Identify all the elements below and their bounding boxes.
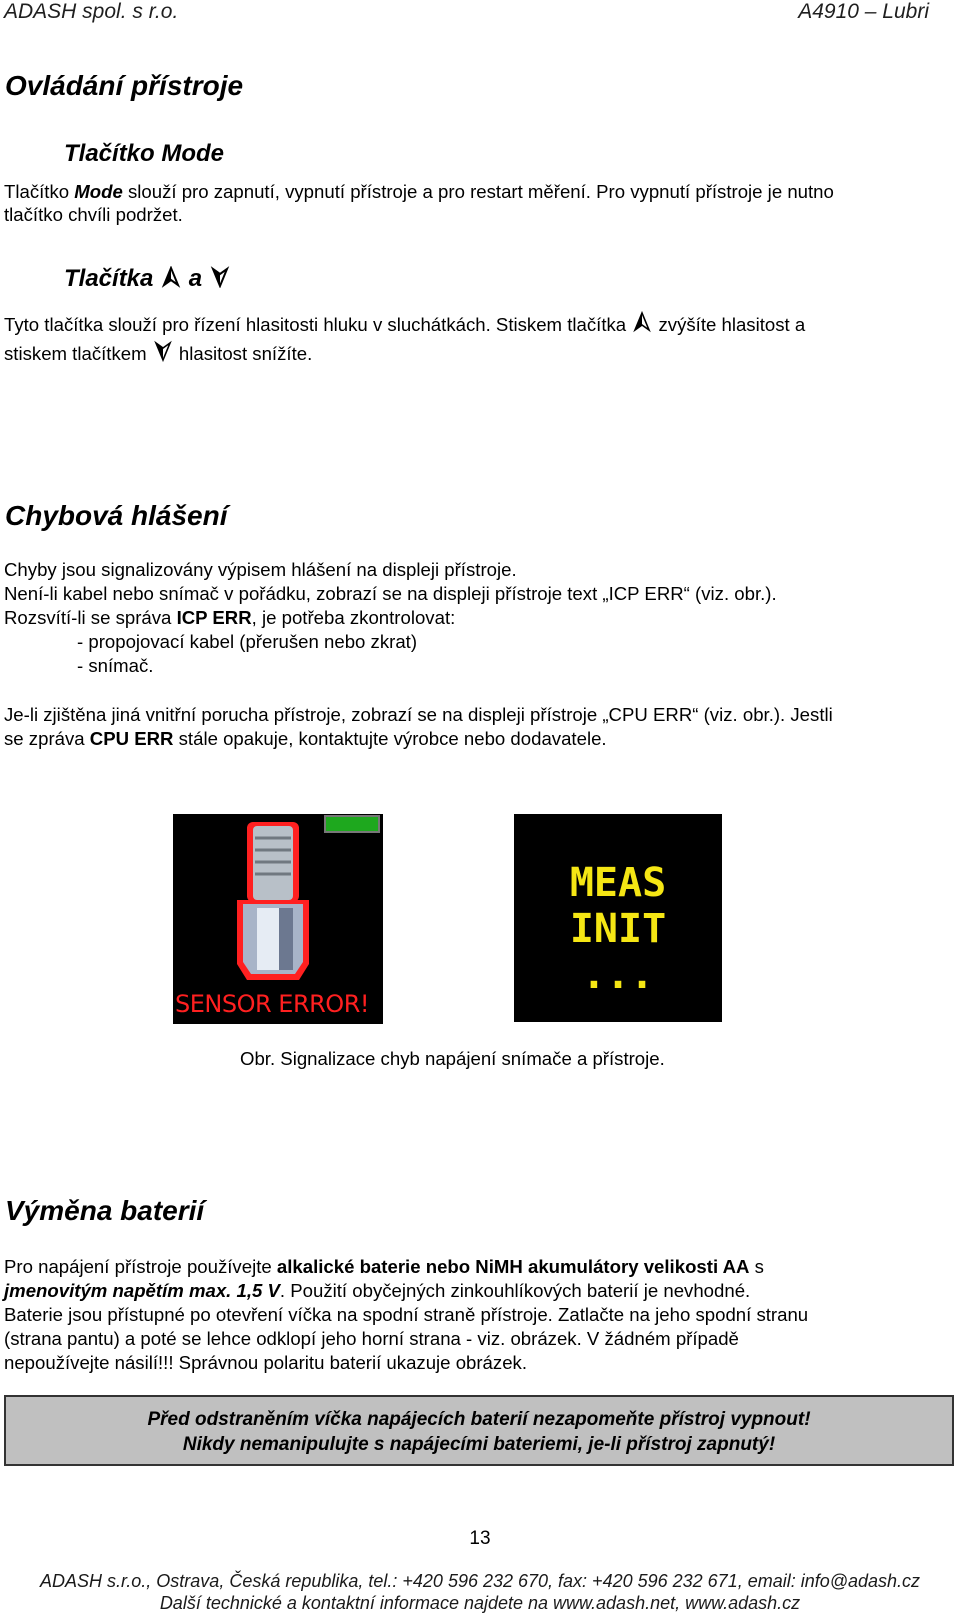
heading-arrow-buttons [64,265,231,293]
header-company: ADASH spol. s r.o. [4,0,179,23]
icp-err-keyword: ICP ERR [176,607,252,628]
errors-line6: Je-li zjištěna jiná vnitřní porucha přístroje, zobrazí se na displeji přístroje „CPU ERR“ (viz. obr.). Jestli [4,704,833,725]
mode-paragraph-line2: tlačítko chvíli podržet. [4,204,183,225]
text: s [749,1256,764,1277]
heading-mode-button: Tlačítko Mode [64,140,225,167]
text: Tyto tlačítka slouží pro řízení hlasitosti hluku v sluchátkách. Stiskem tlačítka [4,314,627,335]
text: se zpráva [4,728,90,749]
text: slouží pro zapnutí, vypnutí přístroje a pro restart měření. Pro vypnutí přístroje je nutno [122,181,834,202]
text: , je potřeba zkontrolovat: [251,607,456,628]
down-arrow-icon [209,266,231,288]
errors-line1: Chyby jsou signalizovány výpisem hlášení na displeji přístroje. [4,559,517,580]
section-title-controls: Ovládání přístroje [5,70,244,101]
init-text: INIT [569,906,667,952]
text: . Použití obyčejných zinkouhlíkových baterií je nevhodné. [279,1280,751,1301]
meas-text: MEAS [569,860,667,906]
sensor-error-text: SENSOR ERROR! [175,990,369,1018]
text: Rozsvítí-li se správa [4,607,177,628]
text: stále opakuje, kontaktujte výrobce nebo dodavatele. [173,728,607,749]
meas-init-text [514,860,722,998]
mode-keyword: Mode [74,181,123,202]
section-title-errors: Chybová hlášení [5,500,228,531]
batteries-line3: Baterie jsou přístupné po otevření víčka na spodní straně přístroje. Zatlačte na jeho spodní stranu [4,1304,809,1325]
down-arrow-icon [152,340,174,362]
errors-check-sensor: - snímač. [77,655,154,676]
up-arrow-icon [631,311,653,333]
warning-box [4,1395,954,1466]
up-arrow-icon [160,266,182,288]
batteries-line5: nepoužívejte násilí!!! Správnou polaritu baterií ukazuje obrázek. [4,1352,528,1373]
page-number: 13 [469,1528,491,1549]
mode-paragraph-line1 [4,180,834,204]
errors-line3 [4,606,455,630]
batteries-line2 [4,1279,750,1303]
errors-line2: Není-li kabel nebo snímač v pořádku, zobrazí se na displeji přístroje text „ICP ERR“ (viz. obr.). [4,583,777,604]
nominal-voltage: jmenovitým napětím max. 1,5 V [4,1280,280,1301]
text: a [188,265,203,292]
footer-line1: ADASH s.r.o., Ostrava, Česká republika, tel.: +420 596 232 670, fax: +420 596 232 671, email: info@adash.cz [39,1571,921,1591]
warning-line2: Nikdy nemanipulujte s napájecími bateriemi, je-li přístroj zapnutý! [182,1434,776,1455]
text: zvýšíte hlasitost a [658,314,806,335]
text: Tlačítka [64,265,154,292]
sensor-icon [237,822,309,980]
arrows-paragraph-line2 [4,340,312,366]
text: hlasitost snížíte. [178,343,313,364]
figure-caption: Obr. Signalizace chyb napájení snímače a přístroje. [240,1048,665,1069]
text: stiskem tlačítkem [4,343,147,364]
arrows-paragraph-line1 [4,311,805,337]
batteries-line4: (strana pantu) a poté se lehce odklopí jeho horní strana - viz. obrázek. V žádném případě [4,1328,739,1349]
warning-line1: Před odstraněním víčka napájecích baterií nezapomeňte přístroj vypnout! [147,1409,811,1430]
batteries-line1 [4,1255,764,1279]
footer-line2: Další technické a kontaktní informace najdete na www.adash.net, www.adash.cz [159,1593,801,1613]
errors-check-cable: - propojovací kabel (přerušen nebo zkrat) [77,631,418,652]
header-product: A4910 – Lubri [798,0,929,23]
text: Tlačítko [4,181,75,202]
battery-indicator [325,816,379,832]
sensor-error-screen [173,814,383,1024]
text: Pro napájení přístroje používejte [4,1256,277,1277]
battery-type: alkalické baterie nebo NiMH akumulátory velikosti AA [276,1256,750,1277]
section-title-batteries: Výměna baterií [5,1195,205,1226]
cpu-err-keyword: CPU ERR [89,728,174,749]
dots-text: ... [581,952,655,998]
errors-line7 [4,727,607,751]
meas-init-screen [514,814,722,1022]
